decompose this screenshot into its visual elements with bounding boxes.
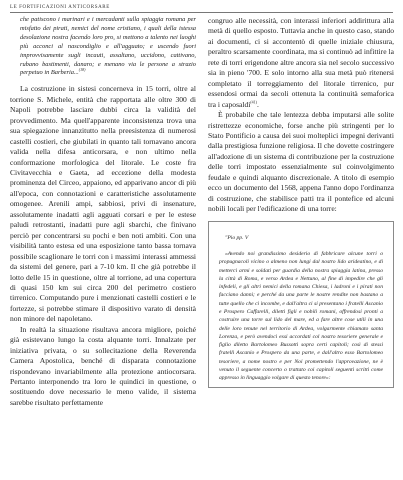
- quote-box-body: «Avendo noi grandissimo desiderio di fabbricare alcune torri o propugnacoli vicino o almeno non lungi dal nostro lido arideatino, e di metterci armi e soldati per guardia della nostra spiaggia latina, presso la città di Roma, e verso Ardea e Nettuno, al fine di impedire che gli infedeli, e gli altri nemici della romana Chiesa, i ladroni e i pirati non facciano danni; e perché da una parte le nostre rendite non bastano a tutte quello che ci incombe, e dall'altra ci si presentano i fratelli Ascanio e Prospero Caffarelli, diletti figli e nobili romani, offrendosi pronti a costruire una torre sul lido del mare, ed a fare altre cose utili in una delle loro tenute nel territorio di Ardea, volgarmente chiamato santa Lorenza, e però avendoci essi accordati col nostro tesoriere generale e figlio diletto Bartolomeo Bussotti sopra certi capitoli; così di stessi fratelli Ascanio e Prospero da una parte, e dall'altro esso Bartolomeo tesoriere, a nome nostro e per Noi promettendo l'approvazione, ne è venuto il seguente concerto o trattato coi capitoli seguenti scritti come appresso in linguaggio volgare di questo tenore»:: [219, 250, 383, 382]
- running-head: LE FORTIFICAZIONI ANTICORSARE: [10, 5, 110, 10]
- left-column: [10, 16, 196, 408]
- paragraph: È probabile che tale lentezza debba imputarsi alle solite ristrettezze economiche, forse anche più stringenti per lo Stato Pontificio a causa dei suoi molteplici impegni derivanti dalla prestigiosa funzione religiosa. Il che dovette costringere all'adozione di un sistema di contribuzione per la costruzione delle torri impostato essenzialmente sul coinvolgimento feudale e quindi alquanto discrezionale. A titolo di esempio ecco un documento del 1568, appena l'anno dopo l'ordinanza di costruzione, che stabilisce patti tra il pontefice ed alcuni nobili locali per l'edificazione di una torre:: [208, 110, 394, 214]
- paragraph-text: congruo alle necessità, con interassi inferiori addirittura alla metà di quello esposto. Tuttavia anche in questo caso, stando ai documenti, ci si accontentò di quelle iniziale chiusura, peraltro scarsamente coordinata, ma si continuò ad infittire la rete di torri erigendone altre ancora sia nel secolo successivo sia in pieno '700. E solo intorno alla sua metà può ritenersi completato il torreggiamento del litorale tirrenico, pur essendosi ormai da secoli ottenuta la continuità semaforica tra i caposaldi: [208, 16, 394, 109]
- paragraph: La costruzione in sistesi concerneva in 15 torri, oltre al torrione S. Michele, entità che rapportata alle oltre 300 di Napoli potrebbe lasciare dubbi circa la validità del provvedimento. Ma quell'apparente inconsistenza trova una sua spiegazione innanzitutto nella preesistenza di numerosi castelli costieri, che giubilati in quanto tali tornavano ancora valida nella difesa anticorsara, e non ultimo nella conformazione morfologica del litorale. Le coste fra Civitavecchia e Gaeta, ad eccezione della modesta prominenza del Circeo, appaiono, ed apparivano ancor di più all'epoca, con connotazioni e caratteristiche assolutamente omogenee. Arenili ampi, sabbiosi, privi di insenature, assolutamente inadatti agli agguati corsari e per le estese paludi retrostanti, inadatti pure agli sbarchi, che finivano perciò per concentrarsi su pochi e ben noti ambiti. Con una visibilità tanto estesa ed una esposizione tanto bassa tornava possibile scaglionare le torri con i massimi interassi ammessi da sistemi del genere, pari a 7-10 km. Il che già potrebbe il lotto delle 15 in questione, oltre al torrione, ad una copertura di quasi 150 km sui circa 200 del perimetro costiero tirrenico. Computando pure i menzionati castelli costieri e le fortezze, si potrebbe stimare il dispositivo varato di densità non minore del napoletano.: [10, 84, 196, 324]
- paragraph: congruo alle necessità, con interassi inferiori addirittura alla metà di quello esposto. Tuttavia anche in questo caso, stando ai documenti, ci si accontentò di quelle iniziale chiusura, peraltro scarsamente coordinata, ma si continuò ad infittire la rete di torri erigendone altre ancora sia nel secolo successivo sia in pieno '700. E solo intorno alla sua metà può ritenersi completato il torreggiamento del litorale tirrenico, pur essendosi ormai da secoli ottenuta la continuità semaforica tra i caposaldi$^{(41)}$.: [208, 16, 394, 109]
- header-rule: [10, 12, 393, 13]
- footnote-ref: (41): [250, 99, 258, 105]
- right-column: [208, 16, 394, 388]
- opening-quote-text: che patiscono i marinari e i mercadanti sulla spiaggia romana per misfatto dei pirati, nemici del nome cristiano, i quali della istessa desolazione nostra facendo loro pro, si mettono a talento nei luoghi più acconci al nascondiglio e all'agguato; e uscendo fuori improvvisamente sugli incauti, assaltano, uccidono, cattivano, rubano bastimenti, danaro; e menano via le persone a strazio perpetuo in Barberia...: [20, 16, 196, 77]
- paragraph: In realtà la situazione risultava ancora migliore, poiché già esistevano lungo la costa alquante torri. Innalzate per iniziativa privata, o su sollecitazione della Reverenda Camera Apostolica, benché di disparata connotazione rispondevano invariabilmente alla protezione antiocorsara. Pertanto interponendo tra loro le quindici in questione, o sostituendo dove necessario le meno valide, il sistema sarebbe risultato perfettamente: [10, 324, 196, 407]
- document-quote-box: [208, 221, 394, 388]
- quote-box-heading: "Pio pp. V: [225, 234, 249, 241]
- footnote-ref: (18): [78, 67, 86, 73]
- opening-quote: [10, 16, 196, 78]
